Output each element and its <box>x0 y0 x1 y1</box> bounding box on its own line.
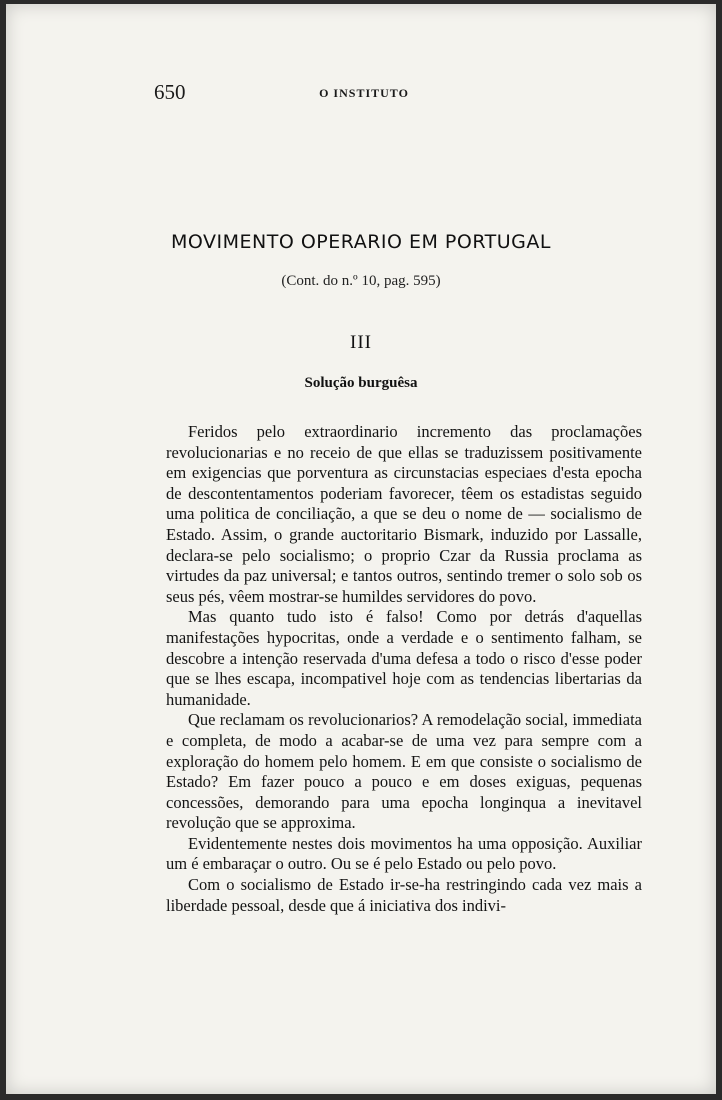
journal-name: O INSTITUTO <box>319 86 409 100</box>
paragraph-4: Evidentemente nestes dois movimentos ha uma opposição. Auxiliar um é embaraçar o outro. Ou se é pelo Estado ou pelo povo. <box>166 833 642 874</box>
page-number: 650 <box>154 80 186 104</box>
article-body <box>166 422 642 916</box>
scanned-page <box>6 4 716 1094</box>
running-head <box>154 80 574 104</box>
article-title: MOVIMENTO OPERARIO EM PORTUGAL <box>171 231 551 253</box>
continuation-note: (Cont. do n.º 10, pag. 595) <box>281 273 441 289</box>
paragraph-3: Que reclamam os revolucionarios? A remodelação social, immediata e completa, de modo a acabar-se de uma vez para sempre com a exploração do homem pelo homem. E em que consiste o socialismo de Estado? Em fazer pouco a pouco e em doses exiguas, pequenas concessões, demorando para uma epocha longinqua a inevitavel revolução que se approxima. <box>166 710 642 833</box>
paragraph-5: Com o socialismo de Estado ir-se-ha restringindo cada vez mais a liberdade pessoal, desde que á iniciativa dos indivi- <box>166 875 642 915</box>
section-number: III <box>350 332 372 353</box>
paragraph-2: Mas quanto tudo isto é falso! Como por detrás d'aquellas manifestações hypocritas, onde a verdade e o sentimento falham, se descobre a intenção reservada d'uma defesa a todo o risco d'esse poder que se lhes escapa, incompativel hoje com as tendencias libertarias da humanidade. <box>166 607 642 709</box>
paragraph-1: Feridos pelo extraordinario incremento das proclamações revolucionarias e no receio de que ellas se traduzissem positivamente em exigencias que porventura as circunstacias especiaes d'esta epocha de descontentamentos poderiam favorecer, têem os estadistas seguido uma politica de conciliação, a que se deu o nome de — socialismo de Estado. Assim, o grande auctoritario Bismark, induzido por Lassalle, declara-se pelo socialismo; o proprio Czar da Russia proclama as virtudes da paz universal; e tantos outros, sentindo tremer o solo sob os seus pés, vêem mostrar-se humildes servidores do povo. <box>166 422 642 606</box>
section-heading: Solução burguêsa <box>304 375 418 391</box>
